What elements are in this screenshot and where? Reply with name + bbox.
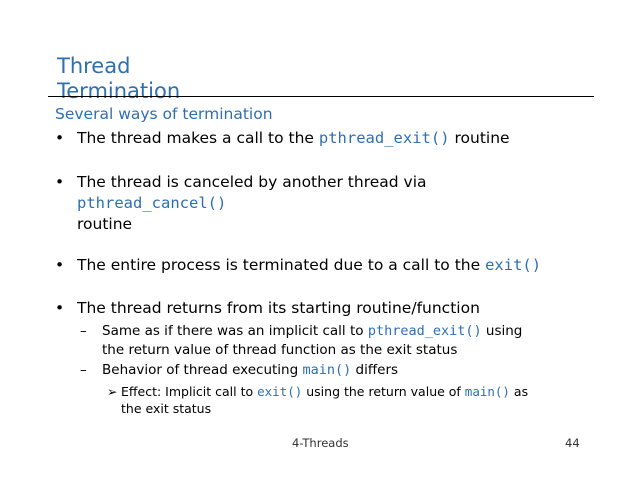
slide-subtitle: Several ways of termination — [55, 105, 273, 123]
bullet-text: The entire process is terminated due to a call to the exit() — [77, 256, 542, 274]
page-number: 44 — [565, 436, 580, 450]
bullet-icon: • — [55, 299, 65, 317]
code-text: main() — [464, 384, 510, 399]
footer-chapter: 4-Threads — [292, 436, 349, 450]
code-text: exit() — [485, 256, 542, 274]
bullet-icon: • — [55, 129, 65, 147]
slide-title: Thread Termination — [57, 54, 181, 103]
bullet-text: The thread makes a call to the pthread_exit() routine — [77, 129, 510, 147]
bullet-icon: • — [55, 173, 65, 191]
dash-icon: – — [80, 323, 87, 339]
code-text: exit() — [257, 384, 303, 399]
bullet-text: The thread is canceled by another thread via pthread_cancel() routine — [77, 172, 577, 235]
code-text: pthread_exit() — [367, 323, 482, 339]
sub-sub-bullet-text: Effect: Implicit call to exit() using the return value of main() as the exit status — [121, 384, 529, 416]
sub-bullet-text: Same as if there was an implicit call to pthread_exit() using the return value of thread function as the exit status — [102, 323, 523, 358]
title-divider — [48, 96, 594, 97]
arrow-bullet-icon: ➢ — [107, 384, 118, 399]
code-text: pthread_cancel() — [77, 194, 227, 212]
bullet-icon: • — [55, 256, 65, 274]
code-text: main() — [302, 362, 352, 378]
code-text: pthread_exit() — [318, 129, 450, 147]
dash-icon: – — [80, 362, 87, 378]
bullet-text: The thread returns from its starting routine/function — [77, 299, 480, 317]
sub-bullet-text: Behavior of thread executing main() differs — [102, 362, 399, 378]
